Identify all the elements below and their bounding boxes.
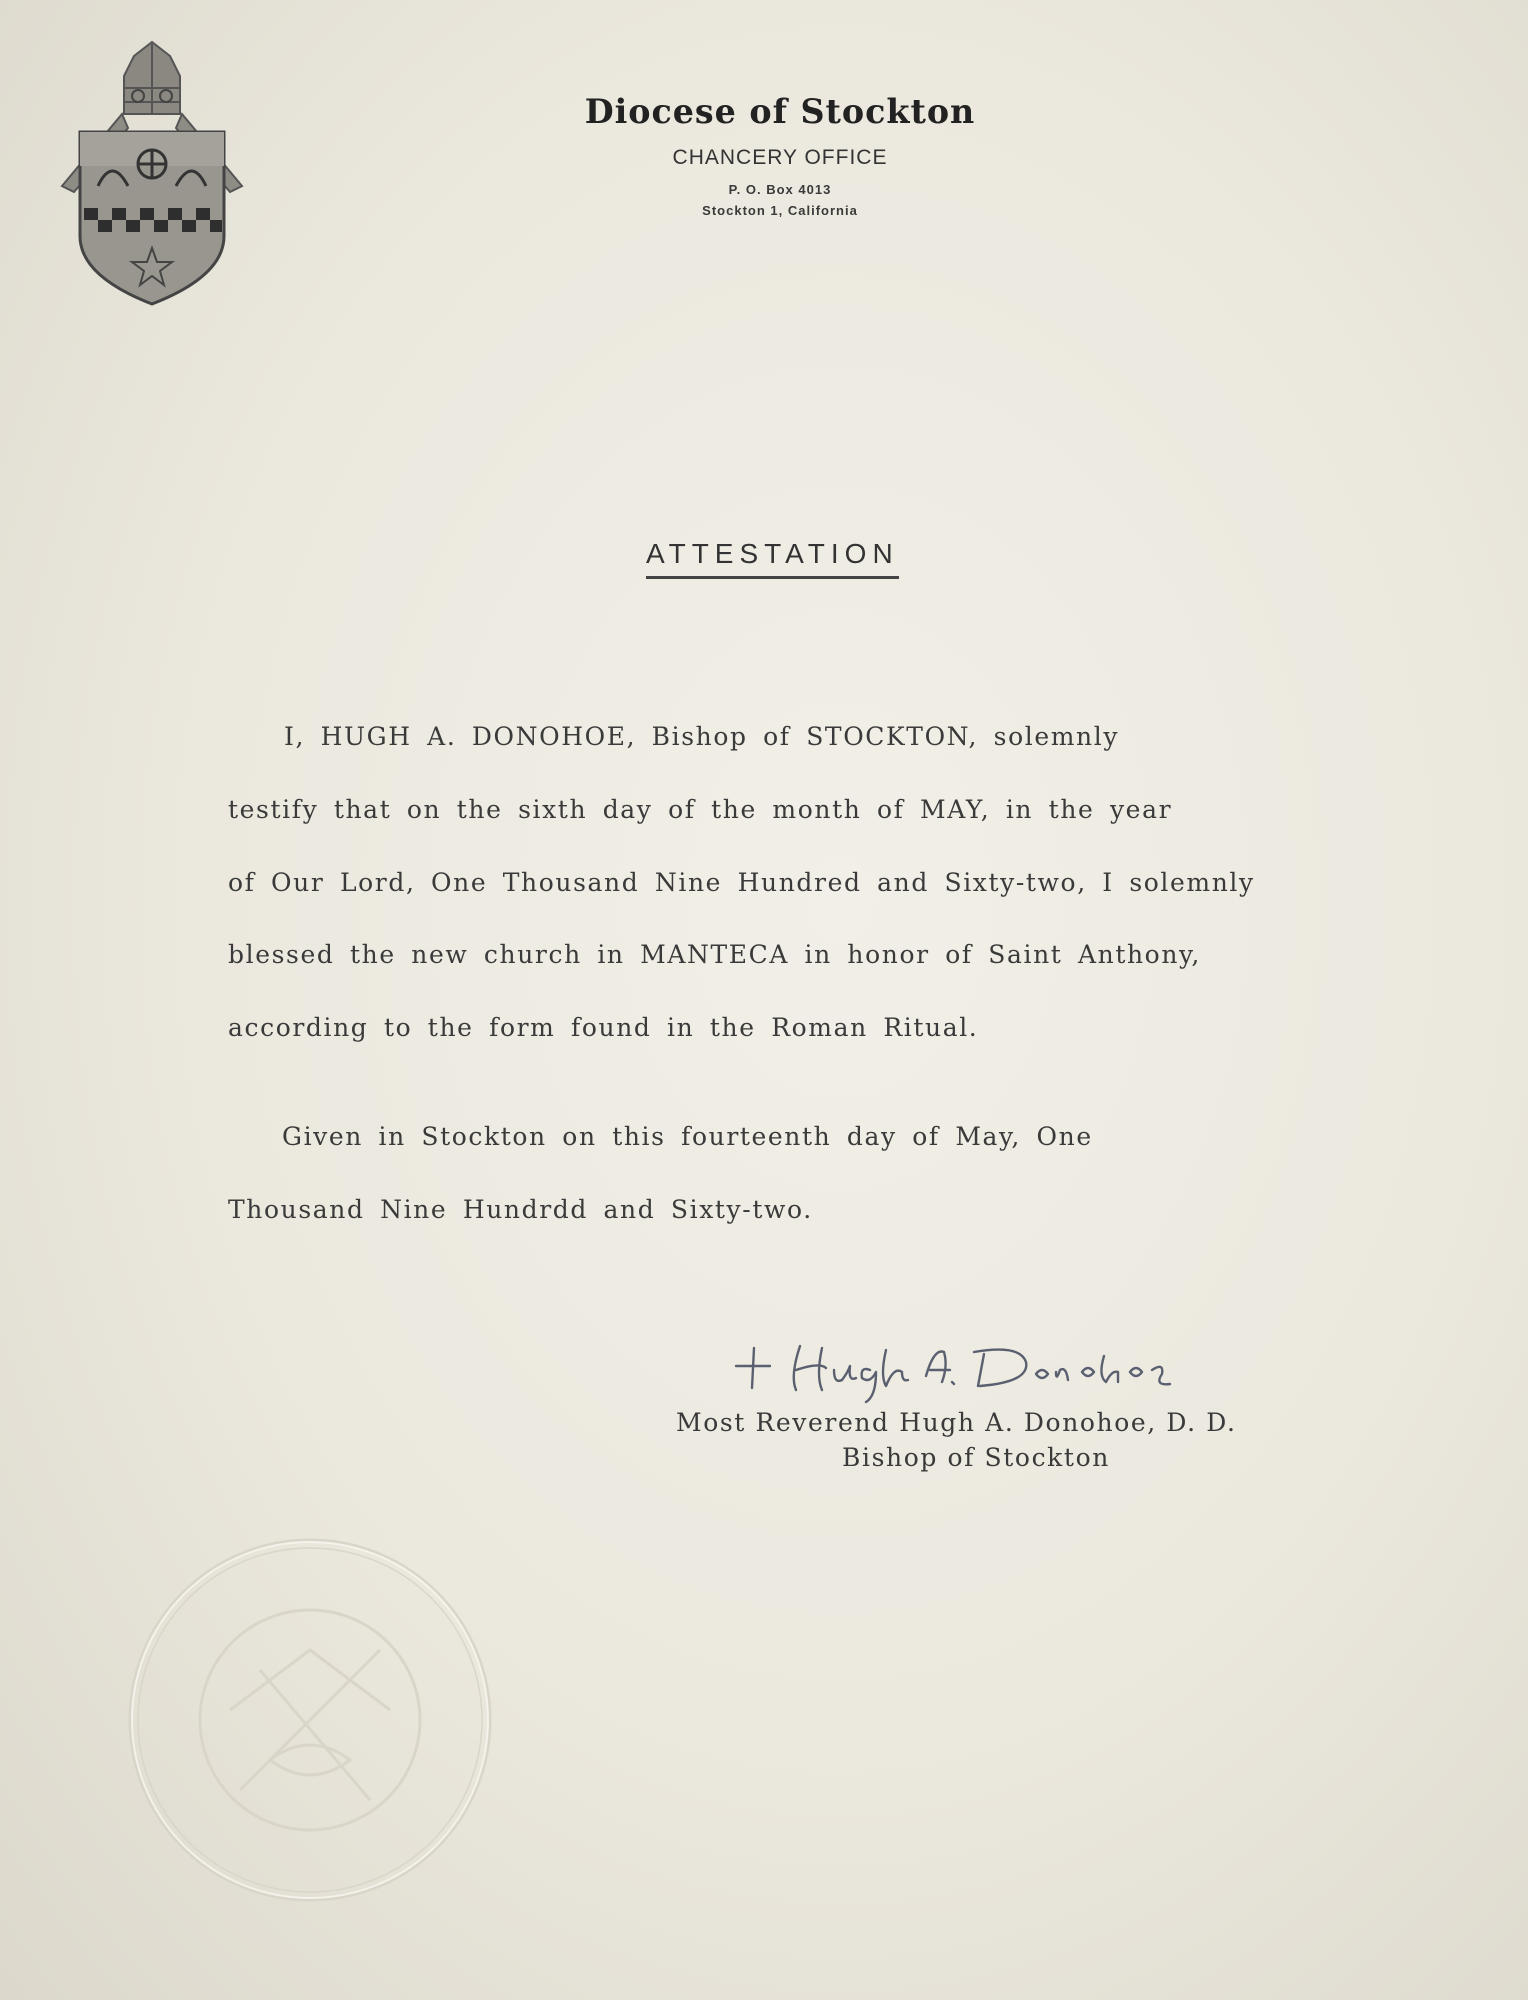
signatory-title: Bishop of Stockton — [842, 1443, 1110, 1472]
signatory-name: Most Reverend Hugh A. Donohoe, D. D. — [676, 1408, 1237, 1437]
letterhead-office: CHANCERY OFFICE — [672, 146, 888, 169]
letterhead-city: Stockton 1, California — [702, 203, 858, 218]
handwritten-signature — [730, 1326, 1230, 1406]
body-line-2: testify that on the sixth day of the month of MAY, in the year — [228, 795, 1173, 824]
letterhead-box: P. O. Box 4013 — [728, 182, 832, 197]
body-line-5: according to the form found in the Roman Ritual. — [228, 1013, 979, 1042]
body-line-1: I, HUGH A. DONOHOE, Bishop of STOCKTON, solemnly — [284, 722, 1120, 751]
body-line-3: of Our Lord, One Thousand Nine Hundred and Sixty-two, I solemnly — [228, 868, 1255, 897]
embossed-seal-icon — [120, 1530, 500, 1910]
document-heading: ATTESTATION — [646, 538, 899, 579]
letterhead — [500, 92, 1060, 218]
body-line-6: Given in Stockton on this fourteenth day of May, One — [282, 1122, 1093, 1151]
body-line-4: blessed the new church in MANTECA in honor of Saint Anthony, — [228, 940, 1201, 969]
diocesan-crest-icon — [52, 36, 252, 306]
body-line-7: Thousand Nine Hundrdd and Sixty-two. — [228, 1195, 813, 1224]
letterhead-title: Diocese of Stockton — [584, 92, 976, 132]
signature-block — [676, 1408, 1316, 1472]
